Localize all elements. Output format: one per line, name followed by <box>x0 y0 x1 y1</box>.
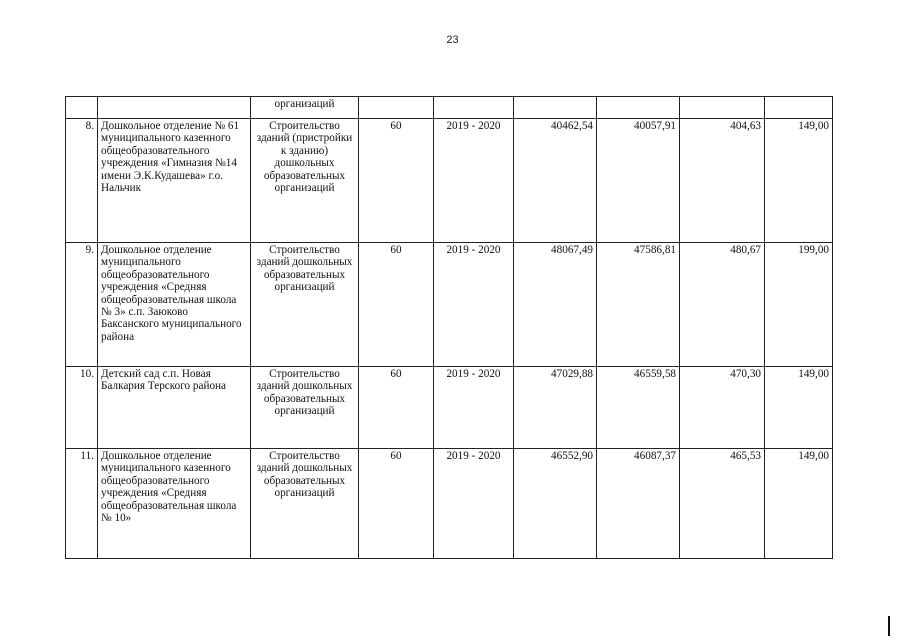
federal-funds-cell: 40057,91 <box>597 119 680 243</box>
row-number-cell: 10. <box>66 367 98 449</box>
total-cost-cell <box>514 97 597 119</box>
extra-value-cell: 199,00 <box>765 243 833 367</box>
row-number-cell: 8. <box>66 119 98 243</box>
federal-funds-cell <box>597 97 680 119</box>
scan-edge-mark <box>888 616 890 636</box>
federal-funds-cell: 47586,81 <box>597 243 680 367</box>
capacity-cell: 60 <box>359 449 434 559</box>
row-number-cell: 11. <box>66 449 98 559</box>
extra-value-cell: 149,00 <box>765 119 833 243</box>
table-row <box>66 367 833 449</box>
period-cell: 2019 - 2020 <box>434 119 514 243</box>
table-row <box>66 449 833 559</box>
page-number: 23 <box>446 34 459 46</box>
federal-funds-cell: 46559,58 <box>597 367 680 449</box>
extra-value-cell: 149,00 <box>765 367 833 449</box>
capacity-cell: 60 <box>359 119 434 243</box>
row-number-cell: 9. <box>66 243 98 367</box>
construction-type-cell: Строительство зданий дошкольных образовательных организаций <box>251 449 359 559</box>
period-cell <box>434 97 514 119</box>
extra-value-cell: 149,00 <box>765 449 833 559</box>
row-number-cell <box>66 97 98 119</box>
period-cell: 2019 - 2020 <box>434 367 514 449</box>
object-name-cell <box>98 97 251 119</box>
table-row <box>66 243 833 367</box>
regional-funds-cell: 470,30 <box>680 367 765 449</box>
table-row <box>66 119 833 243</box>
federal-funds-cell: 46087,37 <box>597 449 680 559</box>
capacity-cell <box>359 97 434 119</box>
construction-type-cell: Строительство зданий дошкольных образовательных организаций <box>251 243 359 367</box>
extra-value-cell <box>765 97 833 119</box>
period-cell: 2019 - 2020 <box>434 243 514 367</box>
construction-type-cell: Строительство зданий (пристройки к зданию) дошкольных образовательных организаций <box>251 119 359 243</box>
total-cost-cell: 46552,90 <box>514 449 597 559</box>
regional-funds-cell: 480,67 <box>680 243 765 367</box>
total-cost-cell: 40462,54 <box>514 119 597 243</box>
construction-type-cell: организаций <box>251 97 359 119</box>
object-name-cell: Дошкольное отделение муниципального общеобразовательного учреждения «Средняя общеобразовательная школа № 3» с.п. Заюково Баксанского муниципального района <box>98 243 251 367</box>
regional-funds-cell: 404,63 <box>680 119 765 243</box>
period-cell: 2019 - 2020 <box>434 449 514 559</box>
regional-funds-cell <box>680 97 765 119</box>
regional-funds-cell: 465,53 <box>680 449 765 559</box>
capacity-cell: 60 <box>359 243 434 367</box>
total-cost-cell: 48067,49 <box>514 243 597 367</box>
object-name-cell: Детский сад с.п. Новая Балкария Терского района <box>98 367 251 449</box>
object-name-cell: Дошкольное отделение муниципального казенного общеобразовательного учреждения «Средняя общеобразовательная школа № 10» <box>98 449 251 559</box>
table-row <box>66 97 833 119</box>
object-name-cell: Дошкольное отделение № 61 муниципального казенного общеобразовательного учреждения «Гимназия №14 имени Э.К.Кудашева» г.о. Нальчик <box>98 119 251 243</box>
projects-table <box>65 96 833 559</box>
capacity-cell: 60 <box>359 367 434 449</box>
construction-type-cell: Строительство зданий дошкольных образовательных организаций <box>251 367 359 449</box>
total-cost-cell: 47029,88 <box>514 367 597 449</box>
